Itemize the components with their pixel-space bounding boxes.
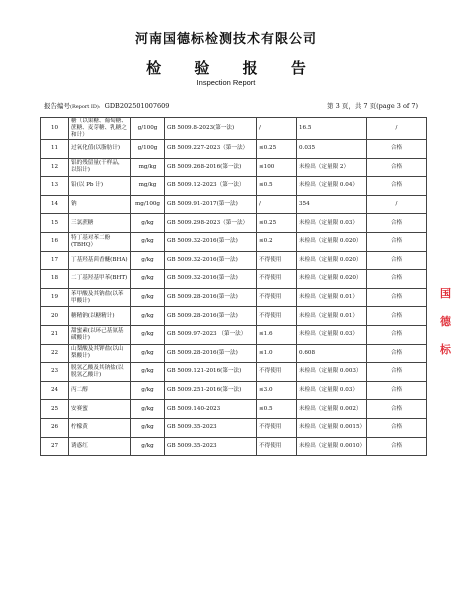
row-number-cell: 12 (41, 158, 69, 177)
red-seal-fragment (438, 285, 452, 365)
report-number: GDB202501007609 (104, 102, 170, 110)
table-row (41, 400, 427, 419)
report-number-label-en: (Report ID): (70, 104, 101, 110)
test-method-cell: GB 5009.28-2016(第一法) (165, 344, 257, 363)
row-number-cell: 20 (41, 307, 69, 326)
test-result-cell: 未检出（定量限 0.020） (297, 232, 367, 251)
determination-cell: 合格 (367, 381, 427, 400)
table-row (41, 140, 427, 159)
test-item-cell: 柠檬黄 (69, 418, 131, 437)
determination-cell: 合格 (367, 418, 427, 437)
test-result-cell: 未检出（定量限 0.04） (297, 177, 367, 196)
row-number-cell: 16 (41, 232, 69, 251)
standard-limit-cell: ≤1.0 (257, 344, 297, 363)
row-number-cell: 14 (41, 195, 69, 214)
table-row (41, 158, 427, 177)
test-item-cell: 三氯蔗糖 (69, 214, 131, 233)
test-method-cell: GB 5009.32-2016(第一法) (165, 251, 257, 270)
determination-cell: 合格 (367, 251, 427, 270)
table-row (41, 437, 427, 456)
standard-limit-cell: ≤0.25 (257, 140, 297, 159)
row-number-cell: 19 (41, 288, 69, 307)
test-result-cell: 未检出（定量限 0.002） (297, 400, 367, 419)
test-item-cell: 铅(以 Pb 计) (69, 177, 131, 196)
unit-cell: mg/100g (131, 195, 165, 214)
test-item-cell: 铝的残留量(干样品，以铝计) (69, 158, 131, 177)
test-method-cell: GB 5009.12-2023（第一法） (165, 177, 257, 196)
test-item-cell: 钠 (69, 195, 131, 214)
standard-limit-cell: 不得使用 (257, 418, 297, 437)
test-result-cell: 未检出（定量限 0.03） (297, 214, 367, 233)
test-result-cell: 未检出（定量限 0.0015） (297, 418, 367, 437)
standard-limit-cell: ≤0.25 (257, 214, 297, 233)
row-number-cell: 11 (41, 140, 69, 159)
seal-char-1: 国 (440, 287, 451, 300)
page-text-en: (page 3 of 7) (376, 102, 418, 110)
test-method-cell: GB 5009.298-2023（第一法） (165, 214, 257, 233)
test-result-cell: 0.035 (297, 140, 367, 159)
determination-cell: 合格 (367, 307, 427, 326)
test-result-cell: 未检出（定量限 0.01） (297, 307, 367, 326)
determination-cell: 合格 (367, 437, 427, 456)
standard-limit-cell: ≤100 (257, 158, 297, 177)
test-result-cell: 未检出（定量限 0.020） (297, 251, 367, 270)
table-row (41, 251, 427, 270)
test-method-cell: GB 5009.28-2016(第一法) (165, 288, 257, 307)
test-result-cell: 16.5 (297, 118, 367, 140)
test-method-cell: GB 5009.121-2016(第一法) (165, 363, 257, 382)
test-method-cell: GB 5009.97-2023 （第一法） (165, 325, 257, 344)
determination-cell: / (367, 195, 427, 214)
test-item-cell: 二丁基羟基甲苯(BHT) (69, 270, 131, 289)
unit-cell: g/kg (131, 418, 165, 437)
test-result-cell: 0.608 (297, 344, 367, 363)
table-row (41, 344, 427, 363)
determination-cell: 合格 (367, 140, 427, 159)
table-row (41, 270, 427, 289)
unit-cell: g/kg (131, 400, 165, 419)
determination-cell: 合格 (367, 177, 427, 196)
test-item-cell: 安赛蜜 (69, 400, 131, 419)
row-number-cell: 21 (41, 325, 69, 344)
test-result-cell: 未检出（定量限 0.020） (297, 270, 367, 289)
test-method-cell: GB 5009.251-2016(第一法) (165, 381, 257, 400)
test-result-cell: 354 (297, 195, 367, 214)
row-number-cell: 23 (41, 363, 69, 382)
standard-limit-cell: 不得使用 (257, 437, 297, 456)
test-item-cell: 丁基羟基茴香醚(BHA) (69, 251, 131, 270)
standard-limit-cell: / (257, 195, 297, 214)
determination-cell: 合格 (367, 232, 427, 251)
unit-cell: mg/kg (131, 158, 165, 177)
determination-cell: 合格 (367, 325, 427, 344)
row-number-cell: 27 (41, 437, 69, 456)
test-result-cell: 未检出（定量限 0.0010） (297, 437, 367, 456)
test-result-cell: 未检出（定量限 0.01） (297, 288, 367, 307)
determination-cell: 合格 (367, 400, 427, 419)
test-item-cell: 诱惑红 (69, 437, 131, 456)
table-row (41, 418, 427, 437)
test-method-cell: GB 5009.91-2017(第一法) (165, 195, 257, 214)
row-number-cell: 25 (41, 400, 69, 419)
seal-char-2: 德 (440, 315, 451, 328)
standard-limit-cell: 不得使用 (257, 251, 297, 270)
report-number-line (44, 101, 169, 110)
table-row (41, 177, 427, 196)
unit-cell: g/100g (131, 118, 165, 140)
test-item-cell: 糖精钠(以糖精计) (69, 307, 131, 326)
row-number-cell: 15 (41, 214, 69, 233)
test-item-cell: 苯甲酸及其钠盐(以苯甲酸计) (69, 288, 131, 307)
test-item-cell: 甜蜜素(以环己基氨基磺酸计) (69, 325, 131, 344)
unit-cell: g/kg (131, 344, 165, 363)
unit-cell: g/kg (131, 325, 165, 344)
determination-cell: 合格 (367, 363, 427, 382)
row-number-cell: 18 (41, 270, 69, 289)
determination-cell: 合格 (367, 158, 427, 177)
report-subtitle: Inspection Report (196, 78, 256, 87)
test-method-cell: GB 5009.32-2016(第一法) (165, 270, 257, 289)
page-indicator (327, 101, 418, 110)
test-method-cell: GB 5009.227-2023（第一法） (165, 140, 257, 159)
unit-cell: g/kg (131, 363, 165, 382)
test-method-cell: GB 5009.140-2023 (165, 400, 257, 419)
determination-cell: / (367, 118, 427, 140)
test-method-cell: GB 5009.268-2016(第一法) (165, 158, 257, 177)
table-row (41, 307, 427, 326)
row-number-cell: 17 (41, 251, 69, 270)
results-table-body (41, 118, 427, 456)
table-row (41, 195, 427, 214)
standard-limit-cell: ≤0.5 (257, 177, 297, 196)
row-number-cell: 13 (41, 177, 69, 196)
test-item-cell: 特丁基对苯二酚(TBHQ） (69, 232, 131, 251)
test-result-cell: 未检出（定量限 0.03） (297, 381, 367, 400)
determination-cell: 合格 (367, 288, 427, 307)
unit-cell: g/kg (131, 288, 165, 307)
test-item-cell: 山梨酸及其钾盐(以山梨酸计) (69, 344, 131, 363)
standard-limit-cell: / (257, 118, 297, 140)
test-item-cell: 脱氢乙酸及其钠盐(以脱氢乙酸计) (69, 363, 131, 382)
unit-cell: g/100g (131, 140, 165, 159)
test-method-cell: GB 5009.32-2016(第一法) (165, 232, 257, 251)
unit-cell: g/kg (131, 251, 165, 270)
standard-limit-cell: ≤0.2 (257, 232, 297, 251)
determination-cell: 合格 (367, 214, 427, 233)
table-row (41, 325, 427, 344)
table-row (41, 363, 427, 382)
page-text: 第 3 页，共 7 页 (327, 102, 377, 110)
standard-limit-cell: 不得使用 (257, 307, 297, 326)
test-item-cell: 过氧化值(以脂肪计) (69, 140, 131, 159)
test-item-cell: 糖（以果糖、葡萄糖、蔗糖、麦芽糖、乳糖之和计） (69, 118, 131, 140)
test-method-cell: GB 5009.28-2016(第一法) (165, 307, 257, 326)
company-name: 河南国德标检测技术有限公司 (134, 32, 317, 47)
standard-limit-cell: ≤3.0 (257, 381, 297, 400)
report-title: 检 验 报 告 (146, 59, 320, 77)
test-method-cell: GB 5009.8-2023(第一法) (165, 118, 257, 140)
determination-cell: 合格 (367, 344, 427, 363)
seal-char-3: 标 (440, 343, 451, 356)
table-row (41, 214, 427, 233)
unit-cell: g/kg (131, 307, 165, 326)
test-method-cell: GB 5009.35-2023 (165, 437, 257, 456)
table-row (41, 381, 427, 400)
row-number-cell: 22 (41, 344, 69, 363)
determination-cell: 合格 (367, 270, 427, 289)
results-table (40, 117, 427, 456)
test-method-cell: GB 5009.35-2023 (165, 418, 257, 437)
standard-limit-cell: 不得使用 (257, 288, 297, 307)
unit-cell: g/kg (131, 232, 165, 251)
report-number-label: 报告编号 (44, 102, 70, 110)
standard-limit-cell: ≤0.5 (257, 400, 297, 419)
test-item-cell: 丙二醇 (69, 381, 131, 400)
unit-cell: mg/kg (131, 177, 165, 196)
test-result-cell: 未检出（定量限 2） (297, 158, 367, 177)
test-result-cell: 未检出（定量限 0.03） (297, 325, 367, 344)
row-number-cell: 26 (41, 418, 69, 437)
standard-limit-cell: 不得使用 (257, 270, 297, 289)
row-number-cell: 10 (41, 118, 69, 140)
table-row (41, 118, 427, 140)
unit-cell: g/kg (131, 270, 165, 289)
row-number-cell: 24 (41, 381, 69, 400)
unit-cell: g/kg (131, 381, 165, 400)
standard-limit-cell: 不得使用 (257, 363, 297, 382)
table-row (41, 232, 427, 251)
unit-cell: g/kg (131, 437, 165, 456)
table-row (41, 288, 427, 307)
standard-limit-cell: ≤1.6 (257, 325, 297, 344)
unit-cell: g/kg (131, 214, 165, 233)
test-result-cell: 未检出（定量限 0.003） (297, 363, 367, 382)
